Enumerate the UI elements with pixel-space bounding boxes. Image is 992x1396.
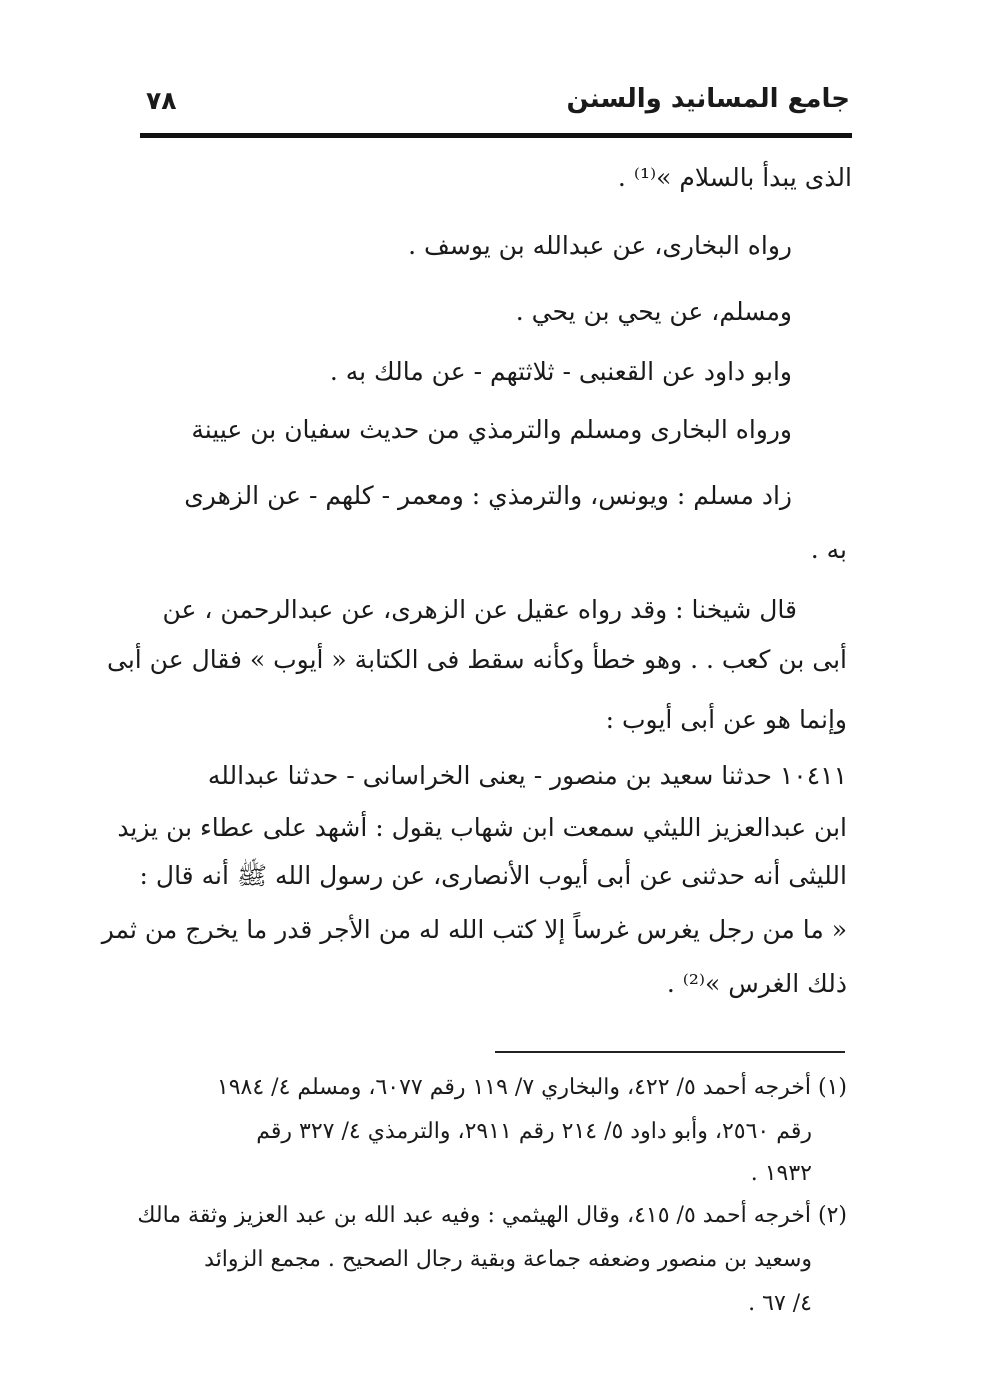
body-line: ومسلم، عن يحي بن يحي . <box>515 297 792 326</box>
body-line: « ما من رجل يغرس غرساً إلا كتب الله له من الأجر قدر ما يخرج من ثمر <box>101 915 847 944</box>
body-line: رواه البخارى، عن عبدالله بن يوسف . <box>408 231 792 260</box>
page-number: ٧٨ <box>146 86 177 115</box>
body-line: ذلك الغرس »⁽²⁾ . <box>666 969 847 998</box>
footnote-line: رقم ٢٥٦٠، وأبو داود ٥/ ٢١٤ رقم ٢٩١١، والترمذي ٤/ ٣٢٧ رقم <box>256 1119 812 1144</box>
body-line: وابو داود عن القعنبى - ثلاثتهم - عن مالك به . <box>329 357 792 386</box>
header-divider <box>140 133 852 138</box>
body-line: أبى بن كعب . . وهو خطأ وكأنه سقط فى الكتابة « أيوب » فقال عن أبى <box>106 645 847 674</box>
book-title: جامع المسانيد والسنن <box>566 84 850 114</box>
body-line: به . <box>810 535 847 564</box>
body-line: قال شيخنا : وقد رواه عقيل عن الزهرى، عن عبدالرحمن ، عن <box>162 595 797 624</box>
running-header <box>140 78 850 128</box>
body-line: زاد مسلم : ويونس، والترمذي : ومعمر - كلهم - عن الزهرى <box>184 481 792 510</box>
body-line: الليثى أنه حدثنى عن أبى أيوب الأنصارى، عن رسول الله ﷺ أنه قال : <box>139 861 847 890</box>
body-line: الذى يبدأ بالسلام »⁽¹⁾ . <box>617 163 852 192</box>
body-line: ورواه البخارى ومسلم والترمذي من حديث سفيان بن عيينة <box>191 415 792 444</box>
footnote-line: (٢) أخرجه أحمد ٥/ ٤١٥، وقال الهيثمي : وفيه عبد الله بن عبد العزيز وثقة مالك <box>137 1203 847 1228</box>
footnote-line: ١٩٣٢ . <box>750 1161 812 1186</box>
body-line: ١٠٤١١ حدثنا سعيد بن منصور - يعنى الخراسانى - حدثنا عبدالله <box>207 761 847 790</box>
body-line: وإنما هو عن أبى أيوب : <box>605 705 847 734</box>
footnote-line: (١) أخرجه أحمد ٥/ ٤٢٢، والبخاري ٧/ ١١٩ رقم ٦٠٧٧، ومسلم ٤/ ١٩٨٤ <box>216 1075 847 1100</box>
footnote-divider <box>495 1051 845 1053</box>
footnote-line: ٤/ ٦٧ . <box>748 1291 812 1316</box>
body-line: ابن عبدالعزيز الليثي سمعت ابن شهاب يقول : أشهد على عطاء بن يزيد <box>117 813 847 842</box>
footnote-line: وسعيد بن منصور وضعفه جماعة وبقية رجال الصحيح . مجمع الزوائد <box>204 1247 812 1272</box>
